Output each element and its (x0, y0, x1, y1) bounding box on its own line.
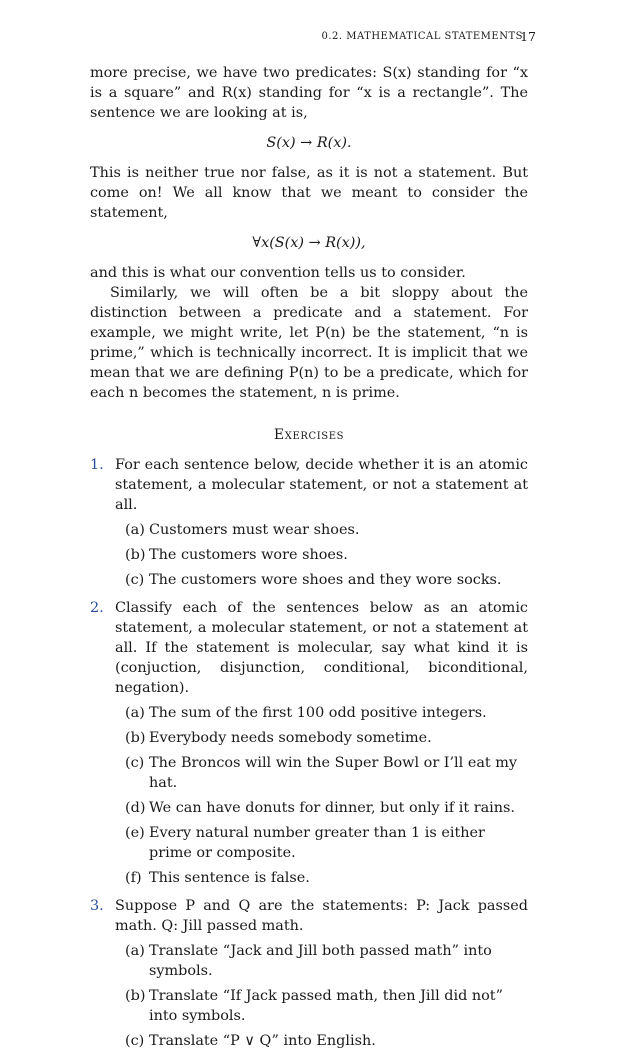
exercise-number: 3. (90, 898, 104, 914)
part-text: The sum of the first 100 odd positive integers. (149, 705, 487, 721)
exercise-part (115, 520, 528, 540)
exercise-number: 2. (90, 600, 104, 616)
exercise-part (115, 1031, 528, 1051)
exercise-prompt: Classify each of the sentences below as an atomic statement, a molecular statement, or not a statement at all. If the statement is molecular, say what kind it is (conjuction, disjunction, conditional, biconditional, negation). (115, 600, 528, 696)
paragraph: more precise, we have two predicates: S(x) standing for “x is a square” and R(x) standing for “x is a rectangle”. The sentence we are looking at is, (90, 65, 528, 121)
exercise-part (115, 798, 528, 818)
page-content (90, 63, 528, 1051)
exercise-part (115, 570, 528, 590)
part-label: (c) (125, 1033, 145, 1049)
part-text: This sentence is false. (149, 870, 310, 886)
part-text: We can have donuts for dinner, but only if it rains. (149, 800, 515, 816)
display-equation: S(x) → R(x). (266, 135, 352, 151)
exercise-item (90, 455, 528, 590)
part-text: The customers wore shoes. (149, 547, 348, 563)
page-number: 17 (520, 29, 536, 44)
exercises-heading: Exercises (273, 427, 345, 443)
running-head: 0.2. MATHEMATICAL STATEMENTS (321, 31, 523, 42)
exercise-prompt: Suppose P and Q are the statements: P: Jack passed math. Q: Jill passed math. (115, 898, 528, 934)
part-label: (e) (125, 825, 145, 841)
part-text: The Broncos will win the Super Bowl or I’ll eat my hat. (149, 755, 518, 791)
exercise-item (90, 598, 528, 888)
part-label: (b) (125, 547, 146, 563)
exercise-part (115, 753, 528, 793)
part-label: (a) (125, 943, 145, 959)
display-equation: ∀x(S(x) → R(x)), (252, 235, 366, 251)
paragraph: This is neither true nor false, as it is not a statement. But come on! We all know that we meant to consider the statement, (90, 165, 528, 221)
exercise-part (115, 941, 528, 981)
exercise-prompt: For each sentence below, decide whether it is an atomic statement, a molecular statement, or not a statement at all. (115, 457, 528, 513)
part-label: (a) (125, 522, 145, 538)
exercise-part (115, 986, 528, 1026)
part-label: (d) (125, 800, 146, 816)
exercise-part (115, 703, 528, 723)
exercise-number: 1. (90, 457, 104, 473)
part-text: Every natural number greater than 1 is either prime or composite. (149, 825, 485, 861)
part-text: Everybody needs somebody sometime. (149, 730, 432, 746)
part-text: Translate “P ∨ Q” into English. (149, 1033, 376, 1049)
part-text: Customers must wear shoes. (149, 522, 360, 538)
part-label: (a) (125, 705, 145, 721)
part-label: (b) (125, 988, 146, 1004)
exercise-part (115, 545, 528, 565)
paragraph: Similarly, we will often be a bit sloppy about the distinction between a predicate and a statement. For example, we might write, let P(n) be the statement, “n is prime,” which is technically incorrect. It is implicit that we mean that we are defining P(n) to be a predicate, which for each n becomes the statement, n is prime. (90, 285, 528, 401)
part-label: (b) (125, 730, 146, 746)
paragraph: and this is what our convention tells us to consider. (90, 265, 466, 281)
part-label: (f) (125, 870, 142, 886)
part-text: The customers wore shoes and they wore socks. (149, 572, 502, 588)
part-label: (c) (125, 572, 145, 588)
exercise-part (115, 728, 528, 748)
part-text: Translate “Jack and Jill both passed math” into symbols. (149, 943, 492, 979)
part-label: (c) (125, 755, 145, 771)
exercise-part (115, 823, 528, 863)
part-text: Translate “If Jack passed math, then Jill did not” into symbols. (149, 988, 503, 1024)
exercise-item (90, 896, 528, 1051)
exercise-part (115, 868, 528, 888)
